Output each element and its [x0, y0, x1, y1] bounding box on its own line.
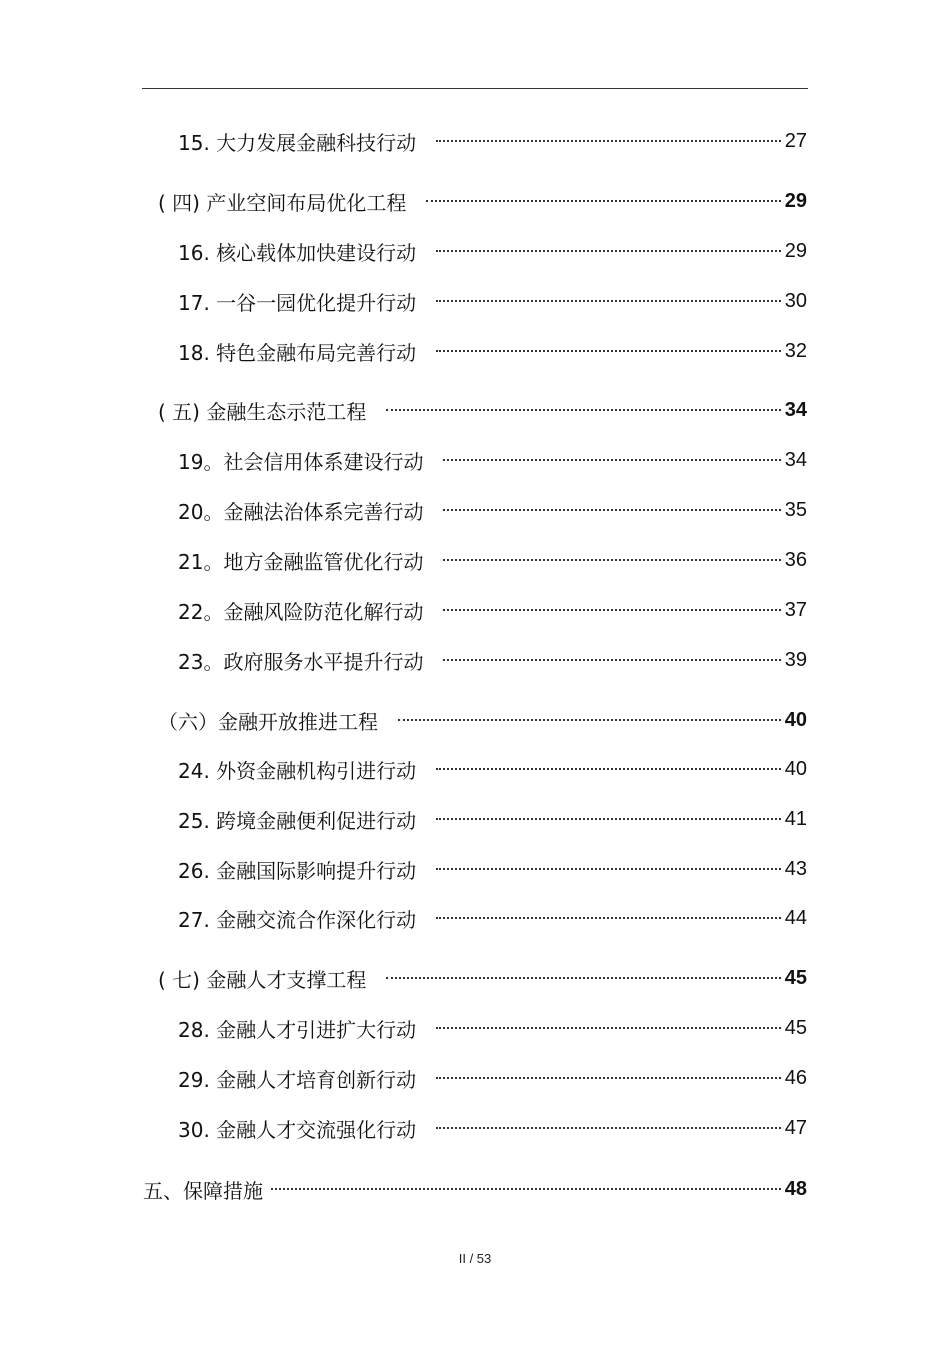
dot-leader	[436, 1127, 781, 1129]
toc-entry[interactable]	[178, 236, 807, 266]
toc-entry-label: 27. 金融交流合作深化行动	[178, 907, 417, 932]
toc-entry-page: 46	[784, 1066, 807, 1089]
toc-entry-page: 30	[784, 289, 807, 312]
toc-entry-label: 20。金融法治体系完善行动	[178, 499, 424, 524]
dot-leader	[436, 300, 781, 302]
toc-entry[interactable]	[178, 286, 807, 316]
dot-leader	[436, 140, 781, 142]
toc-entry-label: 19。社会信用体系建设行动	[178, 449, 424, 474]
toc-entry-label: ( 四) 产业空间布局优化工程	[158, 190, 407, 215]
toc-entry-label: 29. 金融人才培育创新行动	[178, 1067, 417, 1092]
toc-entry-label: ( 七) 金融人才支撑工程	[158, 967, 367, 992]
toc-entry[interactable]	[178, 645, 807, 675]
toc-entry-label: 26. 金融国际影响提升行动	[178, 858, 417, 883]
toc-entry-page: 37	[784, 598, 807, 621]
dot-leader	[386, 977, 780, 979]
dot-leader	[443, 609, 780, 611]
toc-section-entry[interactable]	[158, 963, 807, 993]
dot-leader	[436, 768, 781, 770]
dot-leader	[386, 409, 780, 411]
header-rule	[142, 88, 808, 89]
toc-entry-page: 36	[784, 548, 807, 571]
toc-entry-page: 34	[784, 398, 807, 421]
toc-section-entry[interactable]	[158, 395, 807, 425]
dot-leader	[436, 917, 781, 919]
toc-entry-label: 22。金融风险防范化解行动	[178, 599, 424, 624]
dot-leader	[443, 459, 780, 461]
toc-entry[interactable]	[178, 445, 807, 475]
toc-entry-page: 47	[784, 1116, 807, 1139]
toc-entry-label: 18. 特色金融布局完善行动	[178, 340, 417, 365]
toc-entry-page: 44	[784, 906, 807, 929]
toc-entry-page: 39	[784, 648, 807, 671]
toc-entry-label: 28. 金融人才引进扩大行动	[178, 1017, 417, 1042]
toc-entry-label: 24. 外资金融机构引进行动	[178, 758, 417, 783]
dot-leader	[271, 1188, 781, 1190]
toc-entry-page: 29	[784, 239, 807, 262]
toc-section-entry[interactable]	[158, 705, 807, 735]
toc-entry-page: 43	[784, 857, 807, 880]
toc-entry-label: 15. 大力发展金融科技行动	[178, 130, 417, 155]
dot-leader	[443, 559, 780, 561]
toc-entry[interactable]	[178, 1063, 807, 1093]
dot-leader	[436, 868, 781, 870]
toc-entry-page: 48	[784, 1177, 807, 1200]
toc-entry-label: 五、保障措施	[143, 1178, 263, 1203]
toc-entry[interactable]	[178, 1113, 807, 1143]
toc-entry-page: 45	[784, 1016, 807, 1039]
toc-entry-page: 34	[784, 448, 807, 471]
toc-section-entry[interactable]	[158, 186, 807, 216]
toc-entry[interactable]	[178, 903, 807, 933]
toc-entry-page: 27	[784, 129, 807, 152]
toc-chapter-entry[interactable]	[143, 1174, 807, 1204]
toc-entry[interactable]	[178, 1013, 807, 1043]
dot-leader	[443, 659, 780, 661]
dot-leader	[436, 250, 781, 252]
toc-entry[interactable]	[178, 545, 807, 575]
dot-leader	[398, 719, 781, 721]
dot-leader	[436, 1077, 781, 1079]
dot-leader	[436, 1027, 781, 1029]
toc-entry[interactable]	[178, 126, 807, 156]
toc-entry[interactable]	[178, 495, 807, 525]
dot-leader	[436, 350, 781, 352]
toc-entry-page: 35	[784, 498, 807, 521]
dot-leader	[443, 509, 780, 511]
toc-entry-label: ( 五) 金融生态示范工程	[158, 399, 367, 424]
toc-entry[interactable]	[178, 804, 807, 834]
toc-entry-label: （六）金融开放推进工程	[158, 709, 378, 734]
toc-entry-page: 40	[784, 757, 807, 780]
toc-entry-page: 32	[784, 339, 807, 362]
toc-entry-page: 41	[784, 807, 807, 830]
toc-entry-page: 29	[784, 189, 807, 212]
toc-entry-page: 45	[784, 966, 807, 989]
toc-entry[interactable]	[178, 595, 807, 625]
toc-entry[interactable]	[178, 336, 807, 366]
dot-leader	[426, 200, 780, 202]
toc-entry-label: 30. 金融人才交流强化行动	[178, 1117, 417, 1142]
toc-entry-label: 17. 一谷一园优化提升行动	[178, 290, 417, 315]
page-footer-number: II / 53	[458, 1251, 492, 1266]
toc-entry-label: 21。地方金融监管优化行动	[178, 549, 424, 574]
toc-entry[interactable]	[178, 754, 807, 784]
toc-entry[interactable]	[178, 854, 807, 884]
toc-entry-label: 16. 核心载体加快建设行动	[178, 240, 417, 265]
toc-entry-label: 25. 跨境金融便利促进行动	[178, 808, 417, 833]
toc-entry-label: 23。政府服务水平提升行动	[178, 649, 424, 674]
dot-leader	[436, 818, 781, 820]
toc-entry-page: 40	[784, 708, 807, 731]
